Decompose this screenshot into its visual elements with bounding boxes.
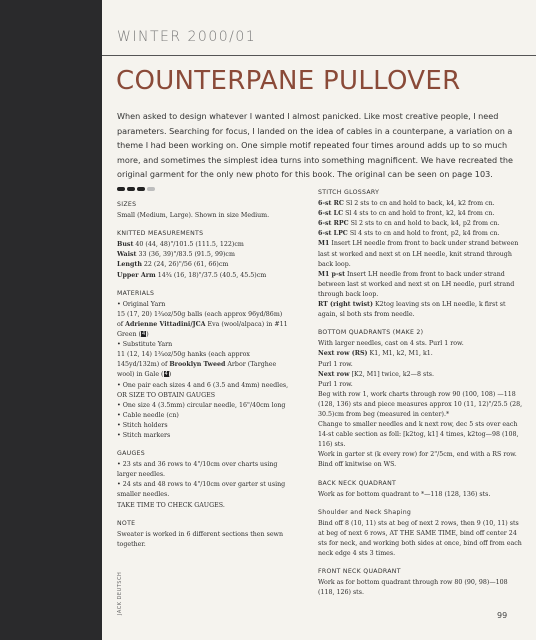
instruction-line: With larger needles, cast on 4 sts. Purl 1 row. <box>318 340 464 348</box>
measurement-row: Length 22 (24, 26)"/56 (61, 66)cm <box>117 261 229 269</box>
glossary-entry: M1 Insert LH needle from front to back under strand between last st worked and next st on LH needle, knit strand through back loop. <box>318 240 519 268</box>
gauge-warning: TAKE TIME TO CHECK GAUGES. <box>117 501 225 509</box>
instruction-line: Change to smaller needles and k next row, dec 5 sts over each 14-st cable section as foll: [k2tog, k1] 4 times, k2tog—98 (108, 116) sts. <box>318 421 519 449</box>
measurements-heading: KNITTED MEASUREMENTS <box>117 230 204 238</box>
note-text: Sweater is worked in 6 different sections then sewn together. <box>117 530 283 548</box>
materials-item: • One pair each sizes 4 and 6 (3.5 and 4mm) needles, OR SIZE TO OBTAIN GAUGES <box>117 381 289 399</box>
yarn-skill-level-icon <box>117 187 289 191</box>
glossary-entry: 6-st LPC Sl 4 sts to cn and hold to front, p2, k4 from cn. <box>318 230 500 238</box>
yarn-weight-badge: 4 <box>142 331 146 338</box>
instruction-line: Next row [K2, M1] twice, k2—8 sts. <box>318 370 434 378</box>
measurement-row: Waist 33 (36, 39)"/83.5 (91.5, 99)cm <box>117 251 235 259</box>
materials-heading: MATERIALS <box>117 289 155 297</box>
original-yarn-detail: 15 (17, 20) 1¾oz/50g balls (each approx 96yd/86m) of Adrienne Vittadini/JCA Eva (wool/alpaca) in #11 Green (4) <box>117 310 288 339</box>
substitute-yarn-label: • Substitute Yarn <box>117 341 173 349</box>
shoulder-text: Bind off 8 (10, 11) sts at beg of next 2 rows, then 9 (10, 11) sts at beg of next 6 rows, AT THE SAME TIME, bind off center 24 sts for neck, and working both sides at once, bind off from each neck edge 4 sts 3 times. <box>318 519 522 558</box>
materials-item: • Stitch markers <box>117 431 171 439</box>
glossary-entry: M1 p-st Insert LH needle from front to back under strand between last st worked and next st on LH needle, purl strand through back loop. <box>318 270 515 298</box>
back-neck-heading: BACK NECK QUADRANT <box>318 479 397 487</box>
instruction-line: Purl 1 row. <box>318 380 353 388</box>
gauges-heading: GAUGES <box>117 450 145 458</box>
instruction-line: Next row (RS) K1, M1, k2, M1, k1. <box>318 350 433 358</box>
instruction-line: Beg with row 1, work charts through row 90 (100, 108) —118 (128, 136) sts and piece measures approx 10 (11, 12)"/25.5 (28, 30.5)cm from beg (measured in center).* <box>318 390 523 418</box>
materials-item: • One size 4 (3.5mm) circular needle, 16"/40cm long <box>117 401 286 409</box>
measurement-row: Bust 40 (44, 48)"/101.5 (111.5, 122)cm <box>117 241 244 249</box>
glossary-heading: STITCH GLOSSARY <box>318 189 380 196</box>
gauge-item: • 24 sts and 48 rows to 4"/10cm over garter st using smaller needles. <box>117 481 286 499</box>
glossary-entry: 6-st RC Sl 2 sts to cn and hold to back, k4, k2 from cn. <box>318 200 495 208</box>
season-label: WINTER 2000/01 <box>117 29 257 45</box>
instruction-line: Purl 1 row. <box>318 360 353 368</box>
instruction-line: Work in garter st (k every row) for 2"/5cm, end with a RS row. Bind off knitwise on WS. <box>318 451 517 469</box>
glossary-entry: RT (right twist) K2tog leaving sts on LH needle, k first st again, sl both sts from needle. <box>318 301 506 319</box>
note-heading: NOTE <box>117 519 136 527</box>
bottom-quadrants-heading: BOTTOM QUADRANTS (MAKE 2) <box>318 329 424 337</box>
sizes-text: Small (Medium, Large). Shown in size Medium. <box>117 212 270 220</box>
original-yarn-label: • Original Yarn <box>117 300 166 308</box>
glossary-entry: 6-st LC Sl 4 sts to cn and hold to front, k2, k4 from cn. <box>318 210 495 218</box>
shoulder-heading: Shoulder and Neck Shaping <box>318 508 412 516</box>
pattern-title: COUNTERPANE PULLOVER <box>116 66 461 96</box>
sizes-heading: SIZES <box>117 201 137 208</box>
right-column <box>318 188 523 598</box>
materials-item: • Stitch holders <box>117 421 168 429</box>
photo-credit: JACK DEUTSCH <box>117 571 123 615</box>
yarn-weight-badge: 4 <box>164 371 168 378</box>
page-number: 99 <box>497 611 508 620</box>
gauge-item: • 23 sts and 36 rows to 4"/10cm over charts using larger needles. <box>117 461 278 479</box>
front-neck-text: Work as for bottom quadrant through row 80 (90, 98)—108 (118, 126) sts. <box>318 579 508 597</box>
left-column <box>117 186 289 550</box>
front-neck-heading: FRONT NECK QUADRANT <box>318 568 401 576</box>
header-divider <box>102 55 536 56</box>
measurement-row: Upper Arm 14¾ (16, 18)"/37.5 (40.5, 45.5)cm <box>117 271 267 279</box>
substitute-yarn-detail: 11 (12, 14) 1¾oz/50g hanks (each approx 145yd/132m) of Brooklyn Tweed Arbor (Targhee wool) in Gale (4) <box>117 351 277 379</box>
intro-paragraph: When asked to design whatever I wanted I almost panicked. Like most creative people, I need parameters. Searching for focus, I landed on the idea of cables in a counterpane, a variation on a theme I had been working on. One simple motif repeated four times around adds up to so much more, and sometimes the simplest idea turns into something magnificent. We have recreated the original garment for the only new photo for this book. The original can be seen on page 103. <box>117 111 514 180</box>
glossary-entry: 6-st RPC Sl 2 sts to cn and hold to back, k4, p2 from cn. <box>318 220 500 228</box>
materials-item: • Cable needle (cn) <box>117 411 179 419</box>
back-neck-text: Work as for bottom quadrant to *—118 (128, 136) sts. <box>318 490 491 498</box>
